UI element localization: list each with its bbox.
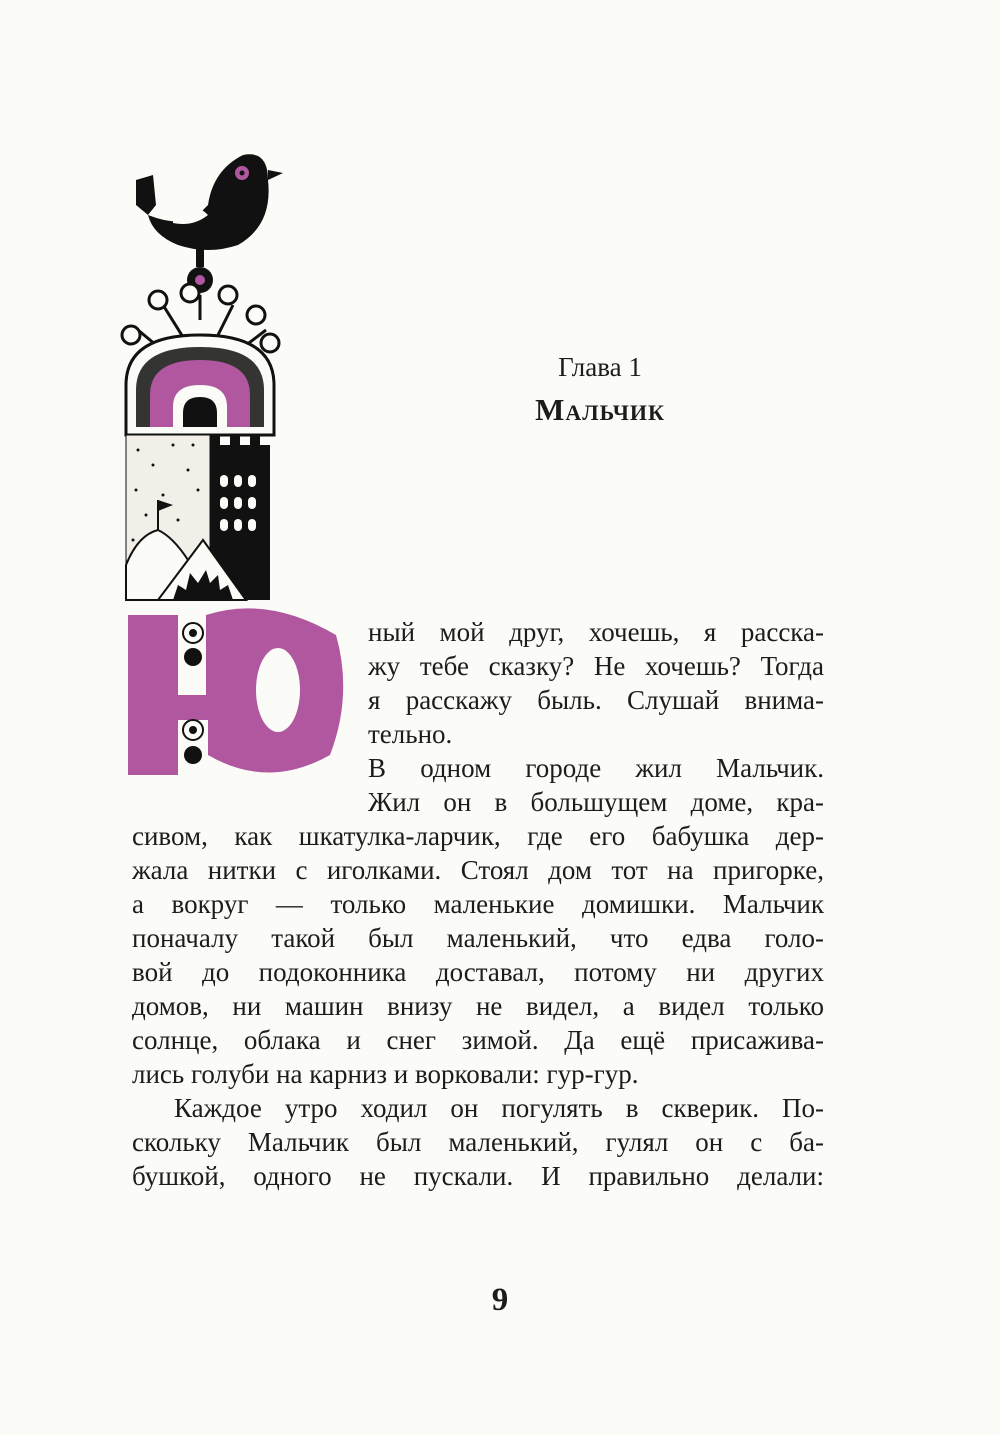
body-text: [132, 615, 824, 1193]
page-number: 9: [491, 1282, 509, 1318]
bird-icon: [136, 154, 283, 293]
text-line: Каждое утро ходил он погулять в скверик. По-: [174, 1093, 824, 1123]
rainbow-arch: [126, 335, 274, 435]
text-line: жу тебе сказку? Не хочешь? Тогда: [368, 651, 824, 681]
text-line: Жил он в большущем доме, кра-: [368, 787, 824, 817]
text-line: жала нитки с иголками. Стоял дом тот на пригорке,: [132, 855, 824, 885]
text-line: вой до подоконника доставал, потому ни других: [132, 957, 824, 987]
text-line: я расскажу быль. Слушай внима-: [368, 685, 824, 715]
text-line: тельно.: [368, 719, 453, 749]
chapter-number: Глава 1: [558, 352, 642, 382]
text-line: В одном городе жил Мальчик.: [368, 753, 824, 783]
text-line: лись голуби на карниз и ворковали: гур-гур.: [132, 1059, 639, 1089]
text-line: ный мой друг, хочешь, я расска-: [368, 617, 824, 647]
text-line: поначалу такой был маленький, что едва голо-: [132, 923, 824, 953]
text-line: скольку Мальчик был маленький, гулял он с ба-: [132, 1127, 824, 1157]
text-line: сивом, как шкатулка-ларчик, где его бабушка дер-: [132, 821, 824, 851]
text-line: бушкой, одного не пускали. И правильно делали:: [132, 1161, 824, 1191]
text-line: а вокруг — только маленькие домишки. Мальчик: [132, 889, 824, 919]
text-line: домов, ни машин внизу не видел, а видел только: [132, 991, 824, 1021]
chapter-title: Мальчик: [535, 392, 665, 427]
text-line: солнце, облака и снег зимой. Да ещё присажива-: [132, 1025, 824, 1055]
